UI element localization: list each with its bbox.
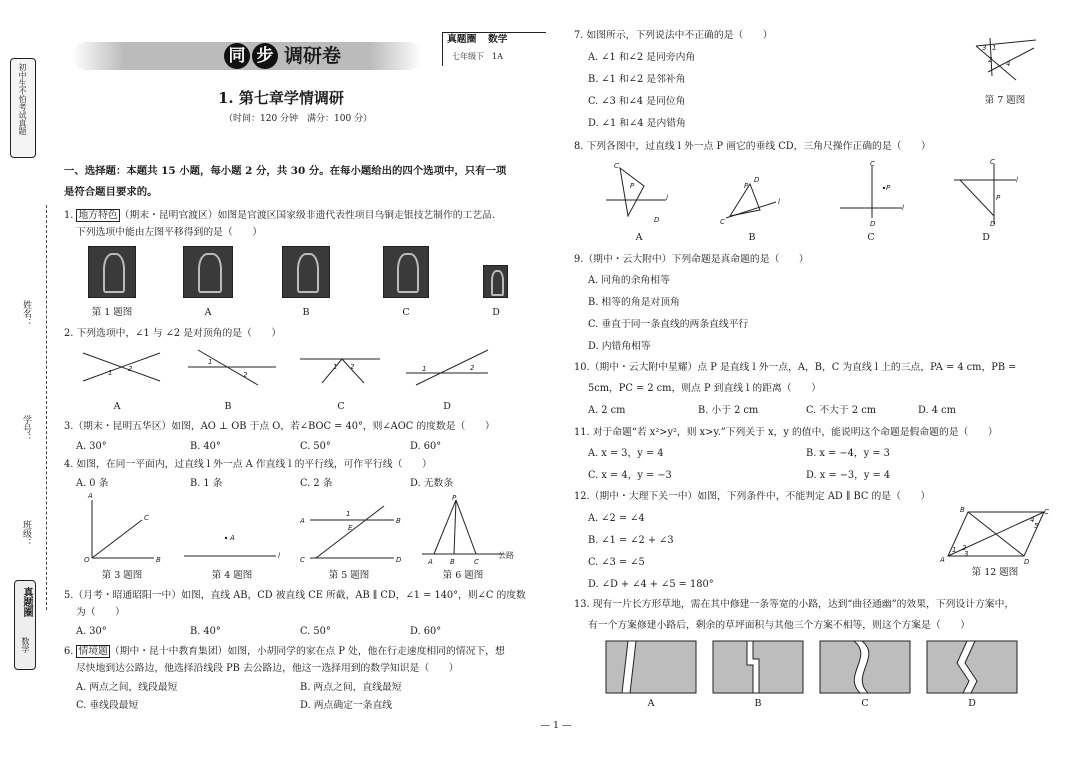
q8-figure-b: [716, 160, 786, 230]
q10-option-c[interactable]: C. 不大于 2 cm: [806, 405, 877, 416]
q3-text: 3.（期末・昆明五华区）如图，AO ⊥ OB 于点 O，若∠BOC = 40°，则∠AOC 的度数是（ ）: [64, 421, 495, 432]
q1-caption: 第 1 题图: [91, 307, 133, 318]
q3-figure: [84, 494, 164, 566]
q6-option-b[interactable]: B. 两点之间，直线最短: [300, 682, 402, 693]
q13-option-a[interactable]: A: [647, 698, 655, 709]
svg-text:1: 1: [952, 546, 957, 554]
svg-text:3: 3: [982, 44, 987, 52]
q2-option-a[interactable]: A: [113, 401, 121, 412]
q9-text: 9.（期中・云大附中）下列命题是真命题的是（ ）: [574, 254, 809, 265]
q5-line1: 5.（月考・昭通昭阳一中）如图，直线 AB，CD 被直线 CE 所截，AB ∥ CD，∠1 = 140°，则∠C 的度数: [64, 590, 526, 601]
q11-option-b[interactable]: B. x = −4，y = 3: [806, 448, 890, 459]
svg-text:A: A: [230, 534, 235, 542]
q8-option-b[interactable]: B: [748, 232, 756, 243]
svg-text:5: 5: [1034, 522, 1039, 530]
svg-text:4: 4: [1006, 60, 1011, 68]
q11-option-d[interactable]: D. x = −3，y = 4: [806, 470, 891, 481]
svg-text:C: C: [144, 514, 149, 522]
q6-line1: 6. 情境题 （期中・昆十中教育集团）如图，小胡同学的家在点 P 处，他在行走速度相同的情况下，想: [64, 646, 505, 657]
q2-figure-c: [300, 345, 390, 390]
svg-text:D: D: [396, 556, 402, 564]
q5-option-d[interactable]: D. 60°: [410, 626, 442, 637]
svg-text:A: A: [300, 517, 305, 525]
q1-option-b-image: [282, 246, 330, 298]
q13-line1: 13. 现有一片长方形草地，需在其中修建一条等宽的小路，达到“曲径通幽”的效果，下列设计方案中，: [574, 599, 1015, 610]
q8-figure-d: [950, 160, 1020, 230]
q9-option-c[interactable]: C. 垂直于同一条直线的两条直线平行: [588, 319, 749, 330]
svg-text:D: D: [870, 220, 876, 228]
q4-option-a[interactable]: A. 0 条: [76, 478, 109, 489]
q1-tag: 地方特色: [78, 210, 118, 221]
q4-option-d[interactable]: D. 无数条: [410, 478, 454, 489]
q1-figure-image: [88, 246, 136, 298]
svg-text:C: C: [300, 556, 305, 564]
q12-figure: [940, 504, 1052, 564]
grade-label: 七年级下: [452, 52, 484, 61]
q12-option-d[interactable]: D. ∠D + ∠4 + ∠5 = 180°: [588, 579, 714, 590]
q12-text: 12.（期中・大理下关一中）如图，下列条件中，不能判定 AD ∥ BC 的是（ ）: [574, 491, 931, 502]
svg-text:C: C: [474, 558, 479, 566]
q7-caption: 第 7 题图: [984, 95, 1026, 106]
svg-text:P: P: [630, 182, 635, 190]
q6-option-a[interactable]: A. 两点之间，线段最短: [76, 682, 178, 693]
q4-option-c[interactable]: C. 2 条: [300, 478, 333, 489]
q6-caption: 第 6 题图: [442, 570, 484, 581]
q5-option-c[interactable]: C. 50°: [300, 626, 331, 637]
svg-text:B: B: [396, 517, 401, 525]
q9-option-d[interactable]: D. 内错角相等: [588, 341, 651, 352]
q7-text: 7. 如图所示，下列说法中不正确的是（ ）: [574, 30, 773, 41]
q9-option-a[interactable]: A. 同角的余角相等: [588, 275, 670, 286]
q9-option-b[interactable]: B. 相等的角是对顶角: [588, 297, 680, 308]
q2-figure-a: [78, 345, 168, 390]
svg-text:P: P: [452, 494, 457, 502]
svg-text:2: 2: [128, 365, 133, 373]
q3-caption: 第 3 题图: [101, 570, 143, 581]
svg-text:2: 2: [988, 56, 993, 64]
svg-text:D: D: [1024, 558, 1030, 566]
q10-option-d[interactable]: D. 4 cm: [918, 405, 956, 416]
name-field-label: 姓名：: [21, 300, 31, 327]
sidebar-top-badge: [10, 58, 36, 158]
q3-option-d[interactable]: D. 60°: [410, 441, 442, 452]
svg-text:P: P: [996, 194, 1001, 202]
svg-text:B: B: [450, 558, 455, 566]
q2-figure-d: [406, 345, 496, 390]
exam-info: （时间：120 分钟 满分：100 分）: [224, 114, 373, 124]
class-field-label: 班级：: [21, 520, 31, 547]
q12-option-a[interactable]: A. ∠2 = ∠4: [588, 513, 645, 524]
sidebar-bottom-badge: [14, 580, 36, 670]
svg-text:B: B: [156, 556, 161, 564]
svg-text:l: l: [666, 194, 668, 202]
q13-line2: 有一个方案修建小路后，剩余的草坪面积与其他三个方案不相等，则这个方案是（ ）: [588, 620, 971, 631]
svg-text:l: l: [778, 198, 780, 206]
q11-text: 11. 对于命题“若 x²>y²，则 x>y.”下列关于 x，y 的值中，能说明这个命题是假命题的是（ ）: [574, 427, 998, 438]
q13-option-c[interactable]: C: [861, 698, 869, 709]
q7-option-b[interactable]: B. ∠1 和∠2 是邻补角: [588, 74, 686, 85]
q13-figure-d: [927, 641, 1017, 693]
svg-text:C: C: [1044, 508, 1049, 516]
q10-line1: 10.（期中・云大附中星耀）点 P 是直线 l 外一点，A，B，C 为直线 l 上的三点，PA = 4 cm，PB =: [574, 362, 1017, 373]
q12-option-c[interactable]: C. ∠3 = ∠5: [588, 557, 645, 568]
sidebar-bottom-text: 真题圈: [21, 587, 32, 617]
q2-option-b[interactable]: B: [224, 401, 232, 412]
q5-option-b[interactable]: B. 40°: [190, 626, 221, 637]
q4-figure: [180, 530, 290, 560]
road-label: 公路: [498, 551, 514, 560]
svg-text:l: l: [1016, 176, 1018, 184]
svg-text:D: D: [754, 176, 760, 184]
svg-text:C: C: [720, 218, 725, 226]
q7-option-a[interactable]: A. ∠1 和∠2 是同旁内角: [588, 52, 696, 63]
q13-figure-a: [606, 641, 696, 693]
svg-text:E: E: [348, 524, 353, 532]
svg-text:3: 3: [964, 550, 969, 558]
q1-line2: 下列选项中能由左图平移得到的是（ ）: [76, 227, 263, 238]
q5-option-a[interactable]: A. 30°: [76, 626, 107, 637]
q2-text: 2. 下列选项中，∠1 与 ∠2 是对顶角的是（ ）: [64, 328, 282, 339]
q2-figure-b: [188, 345, 278, 390]
page-title: 1. 第七章学情调研: [218, 89, 344, 107]
svg-text:A: A: [940, 556, 945, 564]
svg-text:C: C: [870, 160, 875, 168]
svg-text:D: D: [654, 216, 660, 224]
q2-option-c[interactable]: C: [337, 401, 345, 412]
logo-char-tong: 同: [224, 43, 250, 69]
svg-text:P: P: [886, 184, 891, 192]
q13-figure-c: [820, 641, 910, 693]
q11-option-a[interactable]: A. x = 3，y = 4: [588, 448, 664, 459]
q4-caption: 第 4 题图: [211, 570, 253, 581]
q7-option-d[interactable]: D. ∠1 和∠4 是内错角: [588, 118, 686, 129]
q8-option-a[interactable]: A: [635, 232, 643, 243]
subject-label: 数学: [488, 34, 508, 45]
svg-text:1: 1: [992, 44, 997, 52]
q8-option-d[interactable]: D: [982, 232, 990, 243]
q8-figure-c: [836, 160, 906, 230]
q12-option-b[interactable]: B. ∠1 = ∠2 + ∠3: [588, 535, 674, 546]
svg-text:O: O: [84, 556, 90, 564]
q1-line1: 1. 地方特色 （期末・昆明官渡区）如图是官渡区国家级非遗代表性项目乌铜走银技艺制作的工艺品.: [64, 210, 496, 221]
svg-text:1: 1: [346, 510, 351, 518]
svg-text:C: C: [614, 162, 619, 170]
q6-option-c[interactable]: C. 垂线段最短: [76, 700, 139, 711]
section-intro-line1: 一、选择题：本题共 15 小题，每小题 2 分，共 30 分。在每小题给出的四个选项中，只有一项: [64, 165, 507, 177]
svg-text:B: B: [960, 506, 965, 514]
q5-figure: [298, 502, 408, 566]
q4-text: 4. 如图，在同一平面内，过直线 l 外一点 A 作直线 l 的平行线，可作平行线（ ）: [64, 459, 432, 470]
svg-text:2: 2: [962, 544, 967, 552]
svg-text:A: A: [88, 492, 93, 500]
q7-option-c[interactable]: C. ∠3 和∠4 是同位角: [588, 96, 686, 107]
logo-text: 调研卷: [284, 45, 342, 67]
q8-text: 8. 下列各图中，过直线 l 外一点 P 画它的垂线 CD，三角尺操作正确的是（ ）: [574, 141, 931, 152]
q3-option-c[interactable]: C. 50°: [300, 441, 331, 452]
q2-option-d[interactable]: D: [443, 401, 451, 412]
svg-text:1: 1: [422, 365, 427, 373]
svg-text:P: P: [744, 182, 749, 190]
q1-option-c-image: [383, 246, 429, 298]
q1-option-b[interactable]: B: [302, 307, 310, 318]
q1-option-a-image: [183, 246, 233, 298]
q3-option-a[interactable]: A. 30°: [76, 441, 107, 452]
sidebar-bottom-sub: 数学: [21, 637, 30, 653]
q3-option-b[interactable]: B. 40°: [190, 441, 221, 452]
q1-option-a[interactable]: A: [204, 307, 212, 318]
q6-tag: 情境题: [78, 646, 108, 657]
q13-figure-b: [713, 641, 803, 693]
q10-option-b[interactable]: B. 小于 2 cm: [698, 405, 759, 416]
svg-text:l: l: [278, 552, 280, 560]
edition-label: 1A: [492, 52, 503, 61]
q5-line2: 为（ ）: [76, 607, 125, 618]
section-intro-line2: 是符合题目要求的。: [64, 186, 158, 198]
svg-text:A: A: [428, 558, 433, 566]
q7-figure: [970, 36, 1040, 82]
svg-text:2: 2: [350, 363, 355, 371]
q8-figure-a: [604, 160, 674, 230]
svg-text:C: C: [990, 158, 995, 166]
q1-option-d[interactable]: D: [492, 307, 500, 318]
binding-line: [46, 205, 47, 610]
q1-option-d-image: [483, 265, 508, 298]
svg-text:l: l: [902, 204, 904, 212]
q10-option-a[interactable]: A. 2 cm: [588, 405, 626, 416]
svg-text:1: 1: [108, 369, 113, 377]
brand-name: 真题圈: [447, 34, 477, 45]
svg-text:1: 1: [333, 363, 338, 371]
q6-line2: 尽快地到达公路边，他选择沿线段 PB 去公路边，他这一选择用到的数学知识是（ ）: [76, 663, 459, 674]
q10-line2: 5cm，PC = 2 cm，则点 P 到直线 l 的距离（ ）: [588, 383, 821, 394]
q4-option-b[interactable]: B. 1 条: [190, 478, 223, 489]
svg-text:2: 2: [243, 371, 248, 379]
svg-text:D: D: [990, 220, 996, 228]
q13-option-d[interactable]: D: [968, 698, 976, 709]
svg-text:1: 1: [208, 358, 213, 366]
q1-option-c[interactable]: C: [402, 307, 410, 318]
q5-caption: 第 5 题图: [328, 570, 370, 581]
q11-option-c[interactable]: C. x = 4，y = −3: [588, 470, 672, 481]
q12-caption: 第 12 题图: [971, 567, 1019, 578]
q8-option-c[interactable]: C: [867, 232, 875, 243]
page-number: — 1 —: [540, 720, 572, 731]
q6-option-d[interactable]: D. 两点确定一条直线: [300, 700, 393, 711]
id-field-label: 学号：: [21, 415, 31, 442]
logo-char-bu: 步: [252, 43, 278, 69]
sidebar-top-text: 初中生不怕考试真题: [18, 63, 27, 135]
svg-text:4: 4: [1030, 516, 1035, 524]
q13-option-b[interactable]: B: [754, 698, 762, 709]
svg-text:2: 2: [470, 364, 475, 372]
